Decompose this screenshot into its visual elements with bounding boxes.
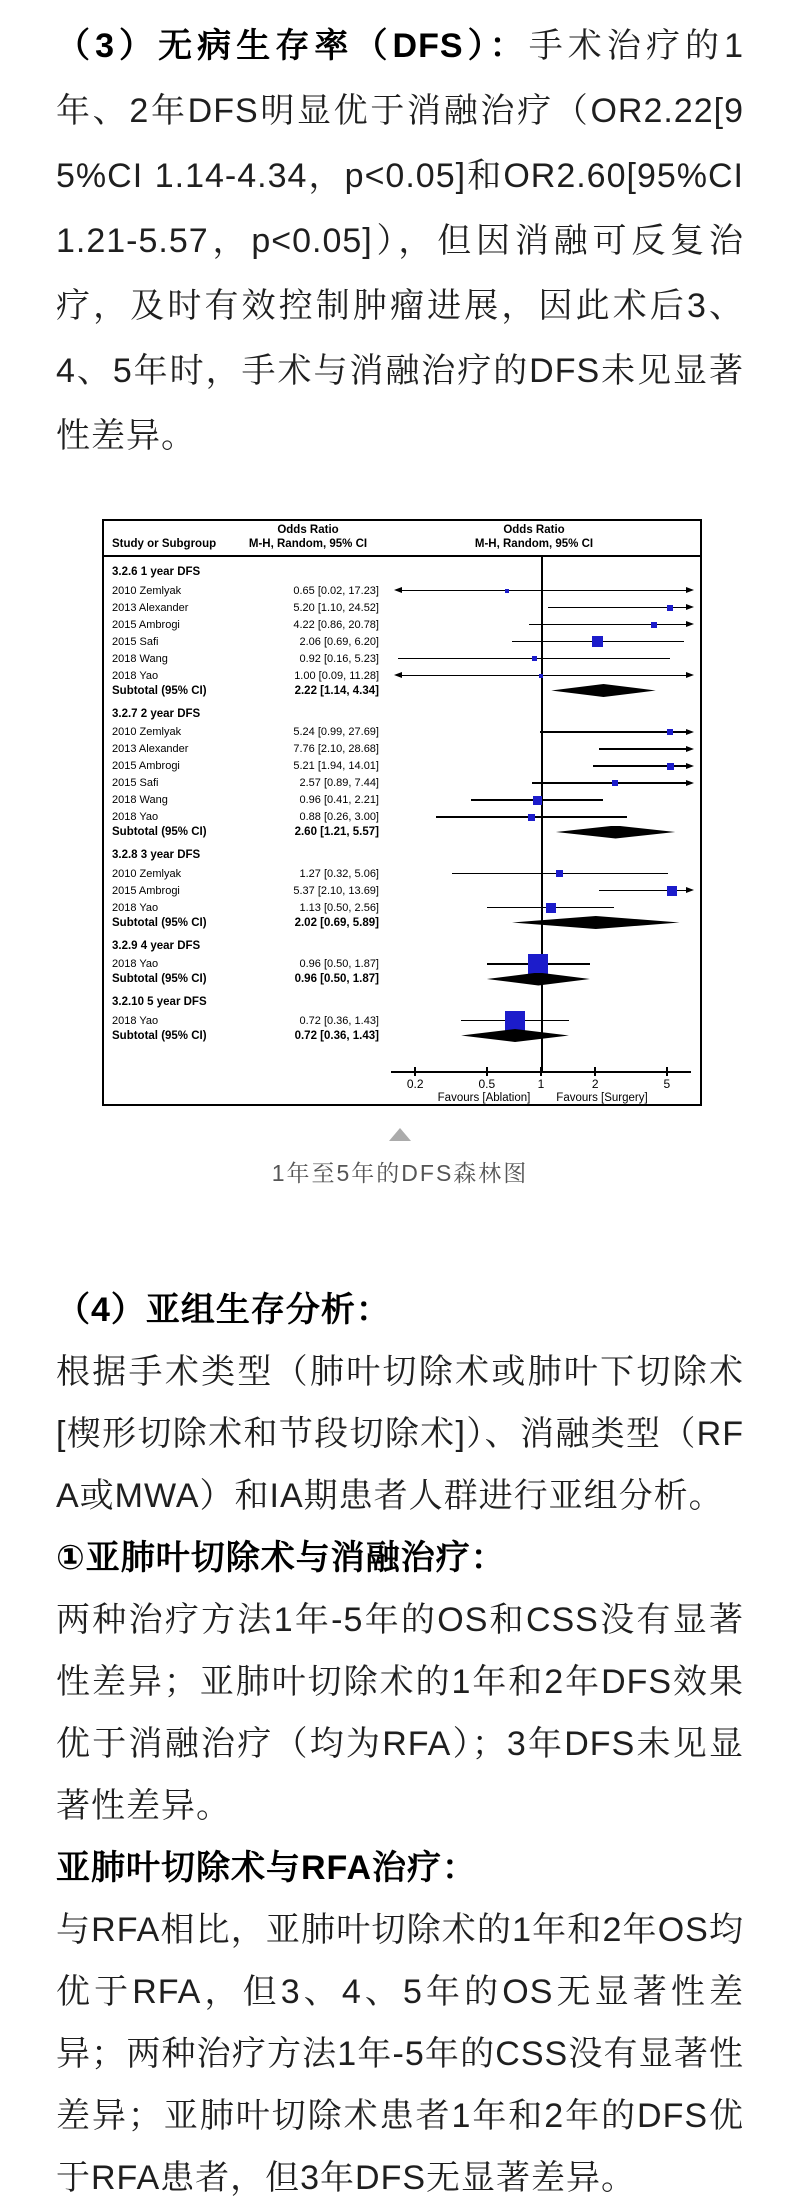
ci-arrow-left-icon xyxy=(394,672,402,678)
heading-subgroup-analysis: （4）亚组生存分析： xyxy=(56,1291,391,1329)
or-ci-value: 0.65 [0.02, 17.23] xyxy=(293,584,379,597)
subtotal-or-ci-value: 0.72 [0.36, 1.43] xyxy=(294,1029,379,1042)
ci-line xyxy=(599,748,686,750)
paragraph-sublobar-vs-rfa: 与RFA相比，亚肺叶切除术的1年和2年OS均优于RFA，但3、4、5年的OS无显著性差异；两种治疗方法1年-5年的CSS没有显著性差异；亚肺叶切除术患者1年和2年的DFS优于RFA患者，但3年DFS无显著差异。 xyxy=(56,1911,744,2197)
effect-square xyxy=(667,763,674,770)
heading-sublobar-vs-ablation: ①亚肺叶切除术与消融治疗： xyxy=(56,1539,506,1577)
ci-arrow-right-icon xyxy=(686,587,694,593)
axis-tick-label: 0.2 xyxy=(406,1077,424,1091)
study-row-label: 2015 Safi xyxy=(112,777,159,789)
effect-square xyxy=(651,622,657,628)
axis-tick xyxy=(486,1067,488,1076)
effect-square xyxy=(539,674,543,678)
subtotal-row-label: Subtotal (95% CI) xyxy=(112,973,207,985)
ci-line xyxy=(548,607,686,609)
subgroup-header: 3.2.7 2 year DFS xyxy=(112,707,201,720)
subtotal-diamond xyxy=(551,684,656,697)
or-ci-value: 7.76 [2.10, 28.68] xyxy=(293,743,379,755)
plot-col-header: Odds Ratio xyxy=(503,524,565,536)
ci-arrow-right-icon xyxy=(686,763,694,769)
subtotal-diamond xyxy=(461,1029,569,1042)
forest-plot xyxy=(102,519,702,1106)
effect-square xyxy=(546,903,556,913)
dfs-section-label: （3）无病生存率（DFS）： xyxy=(56,27,529,65)
subgroup-header: 3.2.8 3 year DFS xyxy=(112,849,201,861)
or-ci-value: 5.20 [1.10, 24.52] xyxy=(293,601,379,614)
subtotal-row-label: Subtotal (95% CI) xyxy=(112,916,207,929)
study-row-label: 2018 Wang xyxy=(112,794,168,806)
ci-arrow-right-icon xyxy=(686,887,694,893)
axis-tick-label: 0.5 xyxy=(478,1077,496,1091)
or-ci-value: 0.88 [0.26, 3.00] xyxy=(299,811,379,823)
ci-arrow-right-icon xyxy=(686,729,694,735)
study-row-label: 2013 Alexander xyxy=(112,601,189,614)
ci-arrow-right-icon xyxy=(686,672,694,678)
or-ci-value: 5.24 [0.99, 27.69] xyxy=(293,726,379,738)
subgroup-header: 3.2.9 4 year DFS xyxy=(112,939,201,952)
or-ci-value: 1.27 [0.32, 5.06] xyxy=(299,867,379,880)
effect-square xyxy=(528,814,535,821)
ci-arrow-left-icon xyxy=(394,587,402,593)
axis-tick-label: 1 xyxy=(537,1077,545,1091)
ci-arrow-right-icon xyxy=(686,746,694,752)
collapse-triangle-icon xyxy=(389,1128,411,1141)
study-row-label: 2010 Zemlyak xyxy=(112,867,182,880)
paragraph-subgroup-method: 根据手术类型（肺叶切除术或肺叶下切除术[楔形切除术和节段切除术]）、消融类型（RFA或MWA）和IA期患者人群进行亚组分析。 xyxy=(56,1353,744,1515)
or-ci-value: 2.57 [0.89, 7.44] xyxy=(299,777,379,789)
ci-arrow-right-icon xyxy=(686,780,694,786)
effect-square xyxy=(528,954,548,974)
subtotal-or-ci-value: 2.02 [0.69, 5.89] xyxy=(294,916,379,929)
study-row-label: 2018 Yao xyxy=(112,811,159,823)
subtotal-diamond xyxy=(556,826,675,839)
study-row-label: 2018 Yao xyxy=(112,669,159,682)
subtotal-row-label: Subtotal (95% CI) xyxy=(112,1029,207,1042)
effect-square xyxy=(532,656,537,661)
study-row-label: 2015 Ambrogi xyxy=(112,884,180,897)
subgroup-header: 3.2.6 1 year DFS xyxy=(112,566,201,578)
axis-favours-right-label: Favours [Surgery] xyxy=(556,1092,648,1104)
study-row-label: 2013 Alexander xyxy=(112,743,189,755)
ci-arrow-right-icon xyxy=(686,621,694,627)
axis-tick-label: 5 xyxy=(663,1077,671,1091)
or-ci-value: 0.72 [0.36, 1.43] xyxy=(299,1014,379,1027)
ci-line xyxy=(402,675,686,677)
ci-line xyxy=(532,782,686,784)
or-ci-value: 2.06 [0.69, 6.20] xyxy=(299,635,379,648)
heading-sublobar-vs-rfa: 亚肺叶切除术与RFA治疗： xyxy=(56,1849,477,1887)
axis-tick xyxy=(594,1067,596,1076)
study-row-label: 2015 Ambrogi xyxy=(112,618,180,631)
forest-plot-figure xyxy=(0,519,800,1189)
subtotal-diamond xyxy=(487,973,590,986)
or-ci-value: 0.96 [0.50, 1.87] xyxy=(299,958,379,970)
effect-square xyxy=(556,870,563,877)
axis-tick xyxy=(666,1067,668,1076)
axis-tick xyxy=(540,1067,542,1076)
ci-line xyxy=(529,624,686,626)
paragraph-sublobar-vs-ablation: 两种治疗方法1年-5年的OS和CSS没有显著性差异；亚肺叶切除术的1年和2年DFS效果优于消融治疗（均为RFA）；3年DFS未见显著性差异。 xyxy=(56,1601,744,1825)
subtotal-or-ci-value: 2.60 [1.21, 5.57] xyxy=(294,826,379,838)
or-ci-value: 0.92 [0.16, 5.23] xyxy=(299,652,379,665)
header-separator xyxy=(104,555,700,557)
effect-square xyxy=(667,605,673,611)
effect-square xyxy=(505,589,509,593)
ci-line xyxy=(540,731,686,733)
subtotal-diamond xyxy=(512,916,680,929)
plot-col-header: Odds Ratio xyxy=(277,524,339,536)
or-ci-value: 1.13 [0.50, 2.56] xyxy=(299,901,379,914)
subtotal-row-label: Subtotal (95% CI) xyxy=(112,684,207,697)
study-row-label: 2015 Ambrogi xyxy=(112,760,180,772)
dfs-section-text: 手术治疗的1年、2年DFS明显优于消融治疗（OR2.22[95%CI 1.14-4.34，p<0.05]和OR2.60[95%CI 1.21-5.57，p<0.05]），但因消融可反复治疗，及时有效控制肿瘤进展，因此术后3、4、5年时，手术与消融治疗的DFS未见显著性差异。 xyxy=(56,27,744,455)
ci-arrow-right-icon xyxy=(686,604,694,610)
axis-tick xyxy=(414,1067,416,1076)
figure-caption: 1年至5年的DFS森林图 xyxy=(271,1160,529,1186)
effect-square xyxy=(533,796,542,805)
subgroup-header: 3.2.10 5 year DFS xyxy=(112,996,207,1008)
study-col-header: Study or Subgroup xyxy=(112,538,217,550)
or-ci-value: 5.21 [1.94, 14.01] xyxy=(293,760,379,772)
paragraph-dfs-results xyxy=(0,0,800,469)
plot-col-header: M-H, Random, 95% CI xyxy=(474,538,594,550)
axis-tick-label: 2 xyxy=(591,1077,599,1091)
effect-square xyxy=(667,886,677,896)
study-row-label: 2015 Safi xyxy=(112,635,159,648)
effect-square xyxy=(505,1011,525,1031)
study-row-label: 2010 Zemlyak xyxy=(112,584,182,597)
ci-line xyxy=(402,590,686,592)
axis-favours-left-label: Favours [Ablation] xyxy=(437,1092,531,1104)
or-ci-value: 4.22 [0.86, 20.78] xyxy=(293,618,379,631)
or-ci-value: 0.96 [0.41, 2.21] xyxy=(299,794,379,806)
or-ci-value: 1.00 [0.09, 11.28] xyxy=(294,669,379,682)
subtotal-row-label: Subtotal (95% CI) xyxy=(112,826,207,838)
plot-col-header: M-H, Random, 95% CI xyxy=(248,538,368,550)
or-ci-value: 5.37 [2.10, 13.69] xyxy=(293,884,379,897)
subtotal-or-ci-value: 0.96 [0.50, 1.87] xyxy=(294,973,379,985)
study-row-label: 2018 Wang xyxy=(112,652,168,665)
study-row-label: 2018 Yao xyxy=(112,1014,159,1027)
effect-square xyxy=(667,729,673,735)
study-row-label: 2018 Yao xyxy=(112,958,159,970)
study-row-label: 2018 Yao xyxy=(112,901,159,914)
effect-square xyxy=(592,636,603,647)
effect-square xyxy=(612,780,618,786)
study-row-label: 2010 Zemlyak xyxy=(112,726,182,738)
subtotal-or-ci-value: 2.22 [1.14, 4.34] xyxy=(294,684,379,697)
plot-vertical-line xyxy=(541,557,543,1071)
